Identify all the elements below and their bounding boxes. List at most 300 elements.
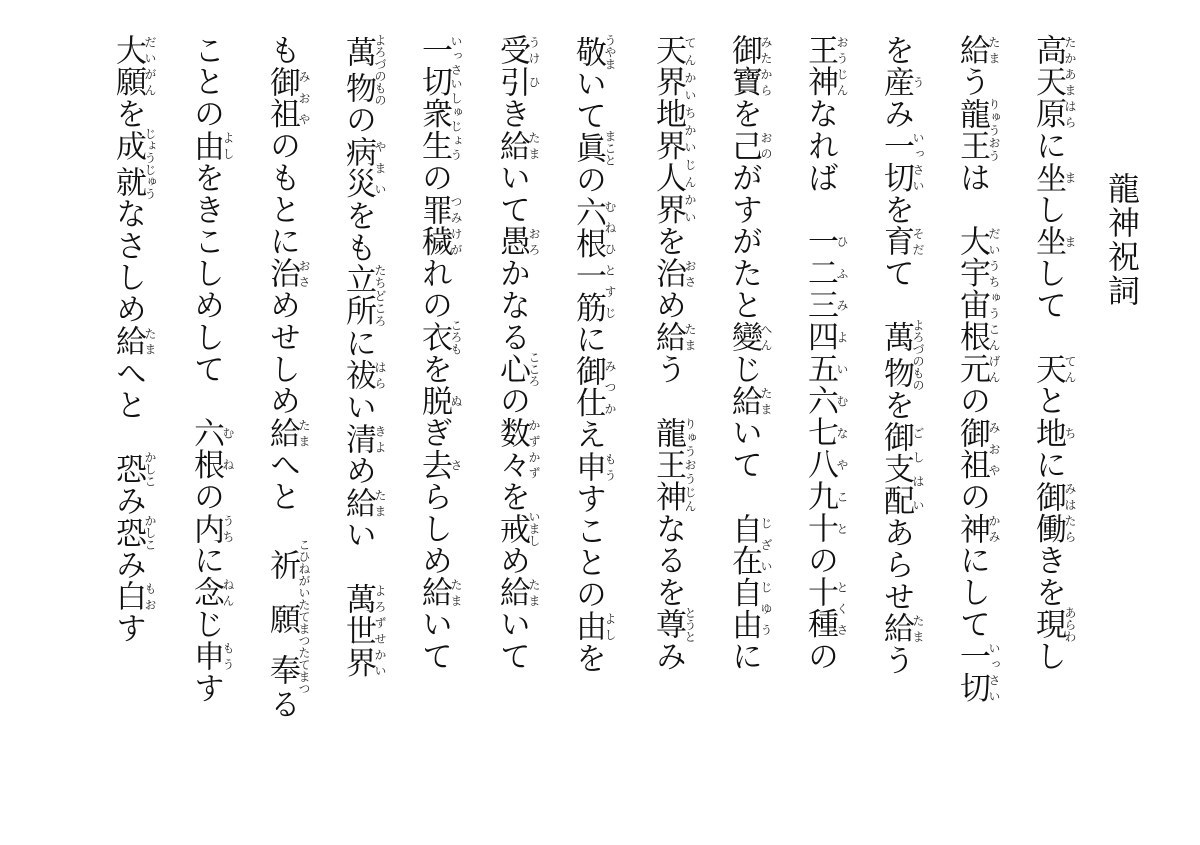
ruby-word <box>954 640 1001 704</box>
ruby-base: 給 <box>494 576 530 609</box>
ruby-base: 給 <box>494 129 530 162</box>
ruby-word <box>650 321 697 354</box>
ruby-word <box>570 129 617 166</box>
ruby-word <box>264 538 311 647</box>
ruby-base: 脱 <box>416 384 452 417</box>
text-run: のもとに <box>264 129 300 258</box>
furigana: おうじん <box>835 34 849 98</box>
furigana: はら <box>373 359 387 392</box>
ruby-base: 愚 <box>494 225 530 258</box>
ruby-word <box>340 34 387 106</box>
ruby-base: 治 <box>650 257 686 290</box>
text-run: きを <box>1030 544 1066 609</box>
ruby-base: 六根 <box>188 416 224 481</box>
ruby-base: 給 <box>264 416 300 449</box>
ruby-base: 變 <box>726 321 762 354</box>
text-run: じ <box>726 353 762 385</box>
ruby-word <box>878 420 925 517</box>
furigana: さ <box>449 448 463 481</box>
ruby-base: 給 <box>954 34 990 66</box>
ruby-word <box>340 359 387 392</box>
furigana: そだ <box>911 225 925 258</box>
text-run: じ <box>188 608 224 641</box>
ruby-word <box>494 416 541 481</box>
ruby-base: 龍王神 <box>650 416 686 513</box>
ruby-base: 白 <box>110 580 146 613</box>
furigana: へん <box>759 321 773 354</box>
text-run: らしめ <box>416 480 452 577</box>
text-column-11 <box>266 34 310 824</box>
ruby-word <box>570 450 617 483</box>
ruby-word <box>110 325 157 358</box>
text-run: に <box>1030 448 1066 481</box>
ruby-base: 御寶 <box>726 34 762 98</box>
text-run: を <box>570 642 606 675</box>
ruby-word <box>1030 353 1077 385</box>
ruby-base: 自在自由 <box>726 512 762 641</box>
ruby-word <box>878 65 925 98</box>
ruby-base: 大願 <box>110 34 146 98</box>
ruby-base: 王神 <box>802 34 838 98</box>
ruby-word <box>416 193 463 258</box>
text-run: の <box>188 480 224 513</box>
ruby-base: 御祖 <box>954 416 990 481</box>
text-run: の <box>494 384 530 417</box>
ruby-word <box>802 225 849 545</box>
ruby-base: 給 <box>110 325 146 358</box>
furigana: ま <box>1063 225 1077 258</box>
ruby-word <box>340 423 387 455</box>
text-run: え <box>570 418 606 451</box>
text-run: いて <box>494 161 530 226</box>
furigana: おさ <box>297 257 311 290</box>
ruby-word <box>494 129 541 162</box>
text-column-7 <box>572 34 616 824</box>
furigana: よろづのもの <box>911 319 925 392</box>
text-run: み <box>878 97 914 130</box>
text-run: を <box>110 97 146 130</box>
furigana: だいうちゅうこんげん <box>987 225 1001 385</box>
ruby-base: 天界地界人界 <box>650 34 686 226</box>
ruby-word <box>110 450 157 487</box>
text-run: を <box>416 353 452 385</box>
ruby-base: 受 <box>494 34 530 66</box>
furigana: じょうじゅう <box>143 127 157 200</box>
furigana: みおや <box>297 65 311 130</box>
ruby-base: 現 <box>1030 606 1066 643</box>
text-column-8 <box>496 34 540 824</box>
ruby-word <box>188 512 235 545</box>
ruby-base: 天 <box>1030 353 1066 385</box>
furigana: もお <box>143 580 157 613</box>
ruby-word <box>570 34 617 70</box>
furigana: ひふみよいむなやこと <box>835 225 849 545</box>
ruby-base: 一切衆生 <box>416 34 452 162</box>
ruby-word <box>494 510 541 547</box>
ruby-base: 恐 <box>110 450 146 487</box>
furigana: かしこ <box>143 450 157 487</box>
ruby-base: 治 <box>264 257 300 290</box>
furigana: いまし <box>527 510 541 547</box>
ruby-word <box>416 448 463 481</box>
ruby-word <box>1030 606 1077 643</box>
ruby-word <box>494 65 541 98</box>
ruby-word <box>340 263 387 328</box>
furigana: りゅうおう <box>987 97 1001 162</box>
furigana: たま <box>143 325 157 358</box>
text-column-1 <box>1032 34 1076 824</box>
ruby-word <box>878 129 925 194</box>
ruby-base: 萬物 <box>878 319 914 392</box>
ruby-word <box>802 576 849 641</box>
furigana: うけ <box>527 34 541 66</box>
text-run: すことの <box>570 482 606 611</box>
text-run: め <box>340 454 376 487</box>
ruby-word <box>954 416 1001 481</box>
furigana: ひ <box>527 65 541 98</box>
text-run: め <box>494 544 530 577</box>
text-run: す <box>110 612 146 645</box>
ruby-base: 成就 <box>110 127 146 200</box>
ruby-word <box>570 195 617 324</box>
furigana: てん <box>1063 353 1077 385</box>
text-run: へと <box>110 357 146 453</box>
text-run: を <box>878 34 914 66</box>
text-run: いて <box>570 67 606 132</box>
text-run: の <box>570 163 606 196</box>
furigana: こひねがいたてまつ <box>297 538 311 647</box>
ruby-base: 六根一筋 <box>570 195 606 324</box>
text-run: に <box>340 327 376 360</box>
text-run: は <box>954 161 990 226</box>
ruby-base: 病災 <box>340 135 376 200</box>
furigana: たま <box>911 612 925 645</box>
text-run: て <box>878 257 914 322</box>
text-run: し <box>1030 193 1066 226</box>
furigana: いっさい <box>911 129 925 194</box>
text-run: る <box>264 688 300 721</box>
ruby-base: 御祖 <box>264 65 300 130</box>
ruby-word <box>416 384 463 417</box>
ruby-base: 地 <box>1030 416 1066 449</box>
ruby-word <box>650 34 697 226</box>
ruby-base: 奉 <box>264 646 300 695</box>
text-run: を <box>726 97 762 130</box>
text-run: の <box>802 640 838 673</box>
ruby-base: 坐 <box>1030 161 1066 194</box>
ruby-word <box>416 576 463 609</box>
text-run: を <box>494 480 530 513</box>
ruby-word <box>188 416 235 481</box>
ruby-word <box>494 225 541 258</box>
furigana: たてまつ <box>297 646 311 695</box>
furigana: おさ <box>683 257 697 290</box>
text-run: い <box>340 518 376 583</box>
furigana: たま <box>987 34 1001 66</box>
text-run: う <box>954 65 990 98</box>
furigana: うち <box>221 512 235 545</box>
text-run: も <box>264 34 300 66</box>
ruby-word <box>110 514 157 551</box>
text-column-13 <box>112 34 156 824</box>
ruby-word <box>650 257 697 290</box>
furigana: いっさいしゅじょう <box>449 34 463 162</box>
text-column-2 <box>956 34 1000 824</box>
furigana: おろ <box>527 225 541 258</box>
ruby-word <box>264 416 311 449</box>
text-run: なれば <box>802 97 838 226</box>
furigana: ごしはい <box>911 420 925 517</box>
text-run: し <box>1030 640 1066 673</box>
text-run: に <box>1030 129 1066 162</box>
text-run: み <box>110 548 146 581</box>
text-run: を <box>878 193 914 226</box>
furigana: まこと <box>603 129 617 166</box>
ruby-base: 衣 <box>416 319 452 356</box>
text-column-5 <box>728 34 772 824</box>
furigana: もう <box>603 450 617 483</box>
ruby-base: 御働 <box>1030 480 1066 545</box>
ruby-base: 給 <box>878 612 914 645</box>
ruby-word <box>1030 480 1077 545</box>
text-run: れの <box>416 257 452 322</box>
ruby-base: 数々 <box>494 416 530 481</box>
ruby-word <box>650 416 697 513</box>
ruby-base: 大宇宙根元 <box>954 225 990 385</box>
text-run: にして <box>954 544 990 641</box>
furigana: たま <box>759 384 773 417</box>
text-run: う <box>878 644 914 677</box>
ruby-word <box>650 606 697 643</box>
ruby-word <box>110 127 157 200</box>
text-run: う <box>650 353 686 417</box>
ruby-word <box>726 321 773 354</box>
text-run: に <box>188 544 224 577</box>
ruby-base: 産 <box>878 65 914 98</box>
ruby-base: 神 <box>954 512 990 545</box>
ruby-word <box>954 512 1001 545</box>
text-run: めせしめ <box>264 289 300 417</box>
text-column-6 <box>652 34 696 824</box>
ruby-word <box>416 319 463 356</box>
ruby-word <box>726 512 773 641</box>
text-column-10 <box>342 34 386 824</box>
furigana: ぬ <box>449 384 463 417</box>
text-run: をきこしめして <box>188 161 224 417</box>
text-run: に <box>570 323 606 356</box>
furigana: いっさい <box>987 640 1001 704</box>
furigana: だいがん <box>143 34 157 98</box>
ruby-base: 給 <box>340 486 376 519</box>
ruby-base: 戒 <box>494 510 530 547</box>
furigana: たま <box>373 486 387 519</box>
ruby-base: 己 <box>726 129 762 162</box>
ruby-base: 育 <box>878 225 914 258</box>
furigana: よろづのもの <box>373 34 387 106</box>
text-run: の <box>416 161 452 194</box>
text-run: の <box>802 544 838 577</box>
text-run: なるを <box>650 512 686 609</box>
furigana: きよ <box>373 423 387 455</box>
ruby-base: 心 <box>494 351 530 387</box>
ruby-word <box>110 34 157 98</box>
text-run: して <box>1030 257 1066 354</box>
ruby-word <box>340 582 387 679</box>
furigana: たま <box>297 416 311 449</box>
ruby-base: 萬物 <box>340 34 376 106</box>
ruby-base: 念 <box>188 576 224 609</box>
text-run: め <box>650 289 686 322</box>
ruby-base: 敬 <box>570 34 606 70</box>
ruby-word <box>802 34 849 98</box>
ruby-base: 去 <box>416 448 452 481</box>
ruby-word <box>264 257 311 290</box>
ruby-base: 内 <box>188 512 224 545</box>
text-run: と <box>1030 384 1066 417</box>
ruby-base: 由 <box>570 610 606 643</box>
furigana: ち <box>1063 416 1077 449</box>
ruby-base: 祈願 <box>264 538 300 647</box>
ruby-word <box>878 225 925 258</box>
ruby-base: 坐 <box>1030 225 1066 258</box>
ruby-base: 尊 <box>650 606 686 643</box>
ruby-base: 清 <box>340 423 376 455</box>
ruby-base: 一切 <box>878 129 914 194</box>
ruby-word <box>188 129 235 162</box>
furigana: たま <box>449 576 463 609</box>
text-run: す <box>188 672 224 704</box>
furigana: たかあまはら <box>1063 34 1077 130</box>
text-run: の <box>954 480 990 513</box>
text-run: い <box>340 391 376 424</box>
text-column-3 <box>880 34 924 824</box>
text-run: いて <box>726 416 762 513</box>
text-run: かなる <box>494 257 530 354</box>
furigana: かみ <box>987 512 1001 545</box>
ruby-base: 由 <box>188 129 224 162</box>
furigana: ころも <box>449 319 463 356</box>
text-run: み <box>110 484 146 517</box>
ruby-word <box>340 486 387 519</box>
ruby-base: 一切 <box>954 640 990 704</box>
furigana: とくさ <box>835 576 849 641</box>
ruby-base: 申 <box>570 450 606 483</box>
ruby-word <box>954 34 1001 66</box>
ruby-word <box>340 135 387 200</box>
furigana: よし <box>603 610 617 643</box>
ruby-word <box>570 355 617 419</box>
furigana: かずかず <box>527 416 541 481</box>
ruby-word <box>1030 34 1077 130</box>
ruby-word <box>1030 225 1077 258</box>
text-run: あらせ <box>878 516 914 613</box>
furigana: つみけが <box>449 193 463 258</box>
text-run: を <box>650 225 686 258</box>
text-run: の <box>954 384 990 417</box>
ruby-word <box>416 34 463 162</box>
furigana: こころ <box>527 351 541 387</box>
furigana: たま <box>527 576 541 609</box>
ruby-base: 眞 <box>570 129 606 166</box>
ruby-word <box>494 576 541 609</box>
ruby-base: 御仕 <box>570 355 606 419</box>
ruby-base: 申 <box>188 640 224 673</box>
furigana: りゅうおうじん <box>683 416 697 513</box>
text-column-12 <box>190 34 234 824</box>
ruby-base: 萬世界 <box>340 582 376 679</box>
ruby-base: 恐 <box>110 514 146 551</box>
ruby-word <box>1030 416 1077 449</box>
text-run: がすがたと <box>726 161 762 322</box>
furigana: う <box>911 65 925 98</box>
furigana: あらわ <box>1063 606 1077 643</box>
text-run: き <box>494 97 530 130</box>
furigana: むね <box>221 416 235 481</box>
furigana: たま <box>683 321 697 354</box>
furigana: みはたら <box>1063 480 1077 545</box>
furigana: よし <box>221 129 235 162</box>
furigana: とうと <box>683 606 697 643</box>
furigana: やまい <box>373 135 387 200</box>
ruby-word <box>264 65 311 130</box>
ruby-base: 給 <box>416 576 452 609</box>
ruby-word <box>1030 161 1077 194</box>
ruby-base: 立所 <box>340 263 376 328</box>
ruby-base: 引 <box>494 65 530 98</box>
text-run: へと <box>264 448 300 545</box>
ruby-word <box>954 97 1001 162</box>
text-run: の <box>340 103 376 136</box>
furigana: てんかいちかいじんかい <box>683 34 697 226</box>
furigana: よろずせかい <box>373 582 387 679</box>
ruby-word <box>570 610 617 643</box>
ruby-base: 一二三四五六七八九十 <box>802 225 838 545</box>
text-column-4 <box>804 34 848 824</box>
ruby-word <box>494 34 541 66</box>
furigana: おの <box>759 129 773 162</box>
ruby-word <box>264 646 311 695</box>
ruby-base: 高天原 <box>1030 34 1066 130</box>
ruby-word <box>954 225 1001 385</box>
furigana: たま <box>527 129 541 162</box>
ruby-word <box>494 351 541 387</box>
ruby-base: 龍王 <box>954 97 990 162</box>
furigana: うやま <box>603 34 617 70</box>
text-run: ことの <box>188 34 224 130</box>
text-run: み <box>650 640 686 673</box>
furigana: みおや <box>987 416 1001 481</box>
ruby-base: 御支配 <box>878 420 914 517</box>
ruby-word <box>110 580 157 613</box>
text-run: なさしめ <box>110 197 146 326</box>
ruby-base: 十種 <box>802 576 838 641</box>
furigana: みたから <box>759 34 773 98</box>
text-run: ぎ <box>416 416 452 449</box>
ruby-word <box>188 640 235 673</box>
furigana: かしこ <box>143 514 157 551</box>
ruby-word <box>878 612 925 645</box>
text-run: をも <box>340 199 376 264</box>
text-run: いて <box>494 608 530 673</box>
ruby-word <box>878 319 925 392</box>
ruby-word <box>726 384 773 417</box>
text-run: を <box>878 389 914 421</box>
furigana: ねん <box>221 576 235 609</box>
ruby-base: 給 <box>726 384 762 417</box>
document-title: 龍神祝詞 <box>1103 172 1141 308</box>
text-column-9 <box>418 34 462 824</box>
ruby-base: 給 <box>650 321 686 354</box>
